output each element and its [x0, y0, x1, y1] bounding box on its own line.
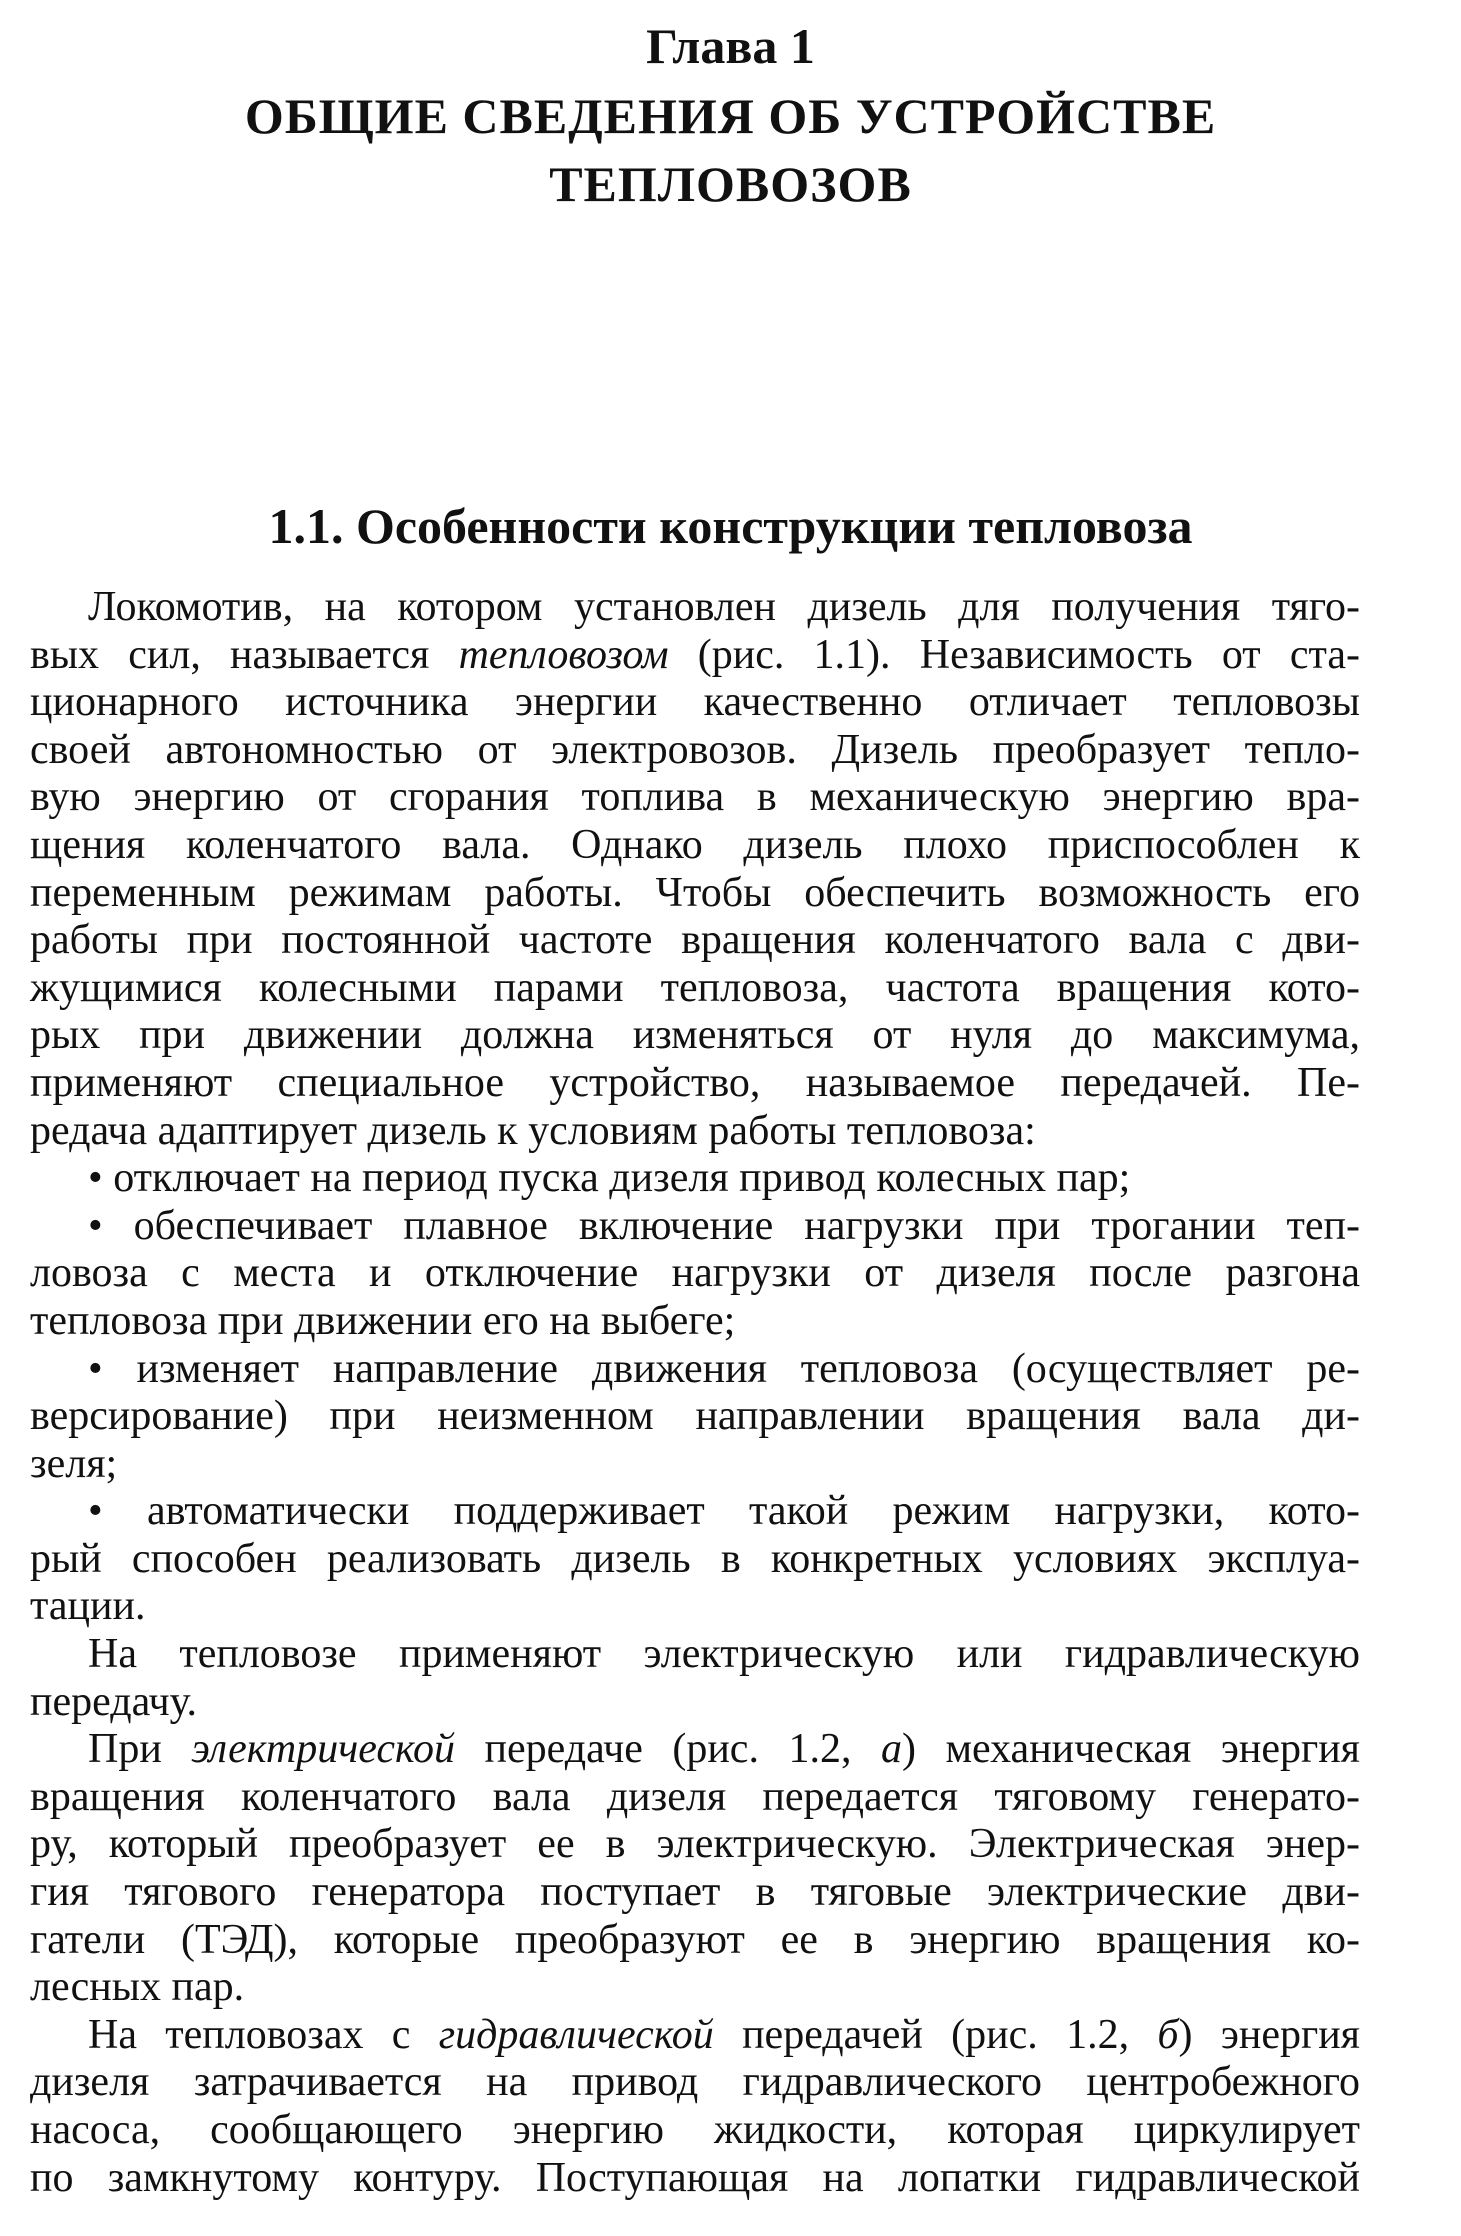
text-line: версирование) при неизменном направлении вращения вала ди-	[30, 1393, 1360, 1440]
text-line: ционарного источника энергии качественно отличает тепловозы	[30, 679, 1360, 726]
emphasis-term: гидравлической	[438, 2011, 714, 2058]
text-line: зеля;	[30, 1440, 118, 1487]
text-line: рый способен реализовать дизель в конкретных условиях эксплуа-	[30, 1535, 1360, 1582]
text-line: гатели (ТЭД), которые преобразуют ее в энергию вращения ко-	[30, 1916, 1360, 1963]
text-line: вую энергию от сгорания топлива в механическую энергию вра-	[30, 774, 1360, 821]
chapter-title-line: ОБЩИЕ СВЕДЕНИЯ ОБ УСТРОЙСТВЕ	[244, 88, 1217, 144]
text-line: передачу.	[30, 1678, 197, 1725]
text-line: тации.	[30, 1583, 146, 1630]
text-line	[30, 632, 1360, 680]
text-line: На тепловозе применяют электрическую или гидравлическую	[88, 1631, 1360, 1678]
figure-letter: б	[1157, 2011, 1179, 2058]
chapter-title-line: ТЕПЛОВОЗОВ	[549, 156, 912, 212]
text-line: работы при постоянной частоте вращения коленчатого вала с дви-	[30, 917, 1360, 964]
text-line: вращения коленчатого вала дизеля передается тяговому генерато-	[30, 1773, 1360, 1820]
text-fragment: ) механическая энергия	[901, 1726, 1360, 1773]
text-fragment: На тепловозах с	[88, 2011, 439, 2058]
text-line: лесных пар.	[30, 1964, 245, 2011]
text-line: переменным режимам работы. Чтобы обеспечить возможность его	[30, 869, 1360, 916]
text-fragment: передаче (рис. 1.2,	[455, 1726, 881, 1773]
text-line: насоса, сообщающего энергию жидкости, которая циркулирует	[30, 2107, 1360, 2153]
bullet-line: • отключает на период пуска дизеля привод колесных пар;	[88, 1155, 1131, 1202]
text-line: применяют специальное устройство, называемое передачей. Пе-	[30, 1059, 1360, 1106]
emphasis-term: электрической	[191, 1726, 456, 1773]
text-line	[30, 1726, 1360, 1774]
text-fragment: вых сил, называется	[30, 631, 459, 678]
text-line: дизеля затрачивается на привод гидравлического центробежного	[30, 2059, 1360, 2106]
emphasis-term: тепловозом	[458, 631, 669, 678]
text-line: своей автономностью от электровозов. Дизель преобразует тепло-	[30, 726, 1360, 773]
text-line: тепловоза при движении его на выбеге;	[30, 1297, 736, 1344]
bullet-line: • автоматически поддерживает такой режим нагрузки, кото-	[88, 1488, 1360, 1535]
text-line: рых при движении должна изменяться от нуля до максимума,	[30, 1012, 1360, 1059]
body-text	[30, 584, 1360, 2202]
chapter-title	[0, 82, 1461, 218]
text-fragment: (рис. 1.1). Независимость от ста-	[668, 631, 1360, 678]
text-fragment: ) энергия	[1178, 2011, 1360, 2058]
text-line: гия тягового генератора поступает в тяговые электрические дви-	[30, 1869, 1360, 1916]
text-line: редача адаптирует дизель к условиям работы тепловоза:	[30, 1107, 1036, 1154]
text-line: по замкнутому контуру. Поступающая на лопатки гидравлической	[30, 2154, 1360, 2201]
text-line: ловоза с места и отключение нагрузки от дизеля после разгона	[30, 1250, 1360, 1297]
bullet-line: • изменяет направление движения тепловоза (осуществляет ре-	[88, 1345, 1360, 1392]
text-fragment: При	[88, 1726, 192, 1773]
bullet-line: • обеспечивает плавное включение нагрузки при трогании теп-	[88, 1202, 1360, 1249]
text-line: жущимися колесными парами тепловоза, частота вращения кото-	[30, 964, 1360, 1011]
text-line	[30, 2012, 1360, 2060]
chapter-label: Глава 1	[646, 18, 815, 74]
text-line: Локомотив, на котором установлен дизель для получения тяго-	[88, 584, 1360, 630]
text-line: ру, который преобразует ее в электрическую. Электрическая энер-	[30, 1821, 1360, 1868]
text-line: щения коленчатого вала. Однако дизель плохо приспособлен к	[30, 821, 1360, 868]
figure-letter: а	[880, 1726, 902, 1773]
text-fragment: передачей (рис. 1.2,	[713, 2011, 1158, 2058]
section-title: 1.1. Особенности конструкции тепловоза	[268, 498, 1193, 554]
